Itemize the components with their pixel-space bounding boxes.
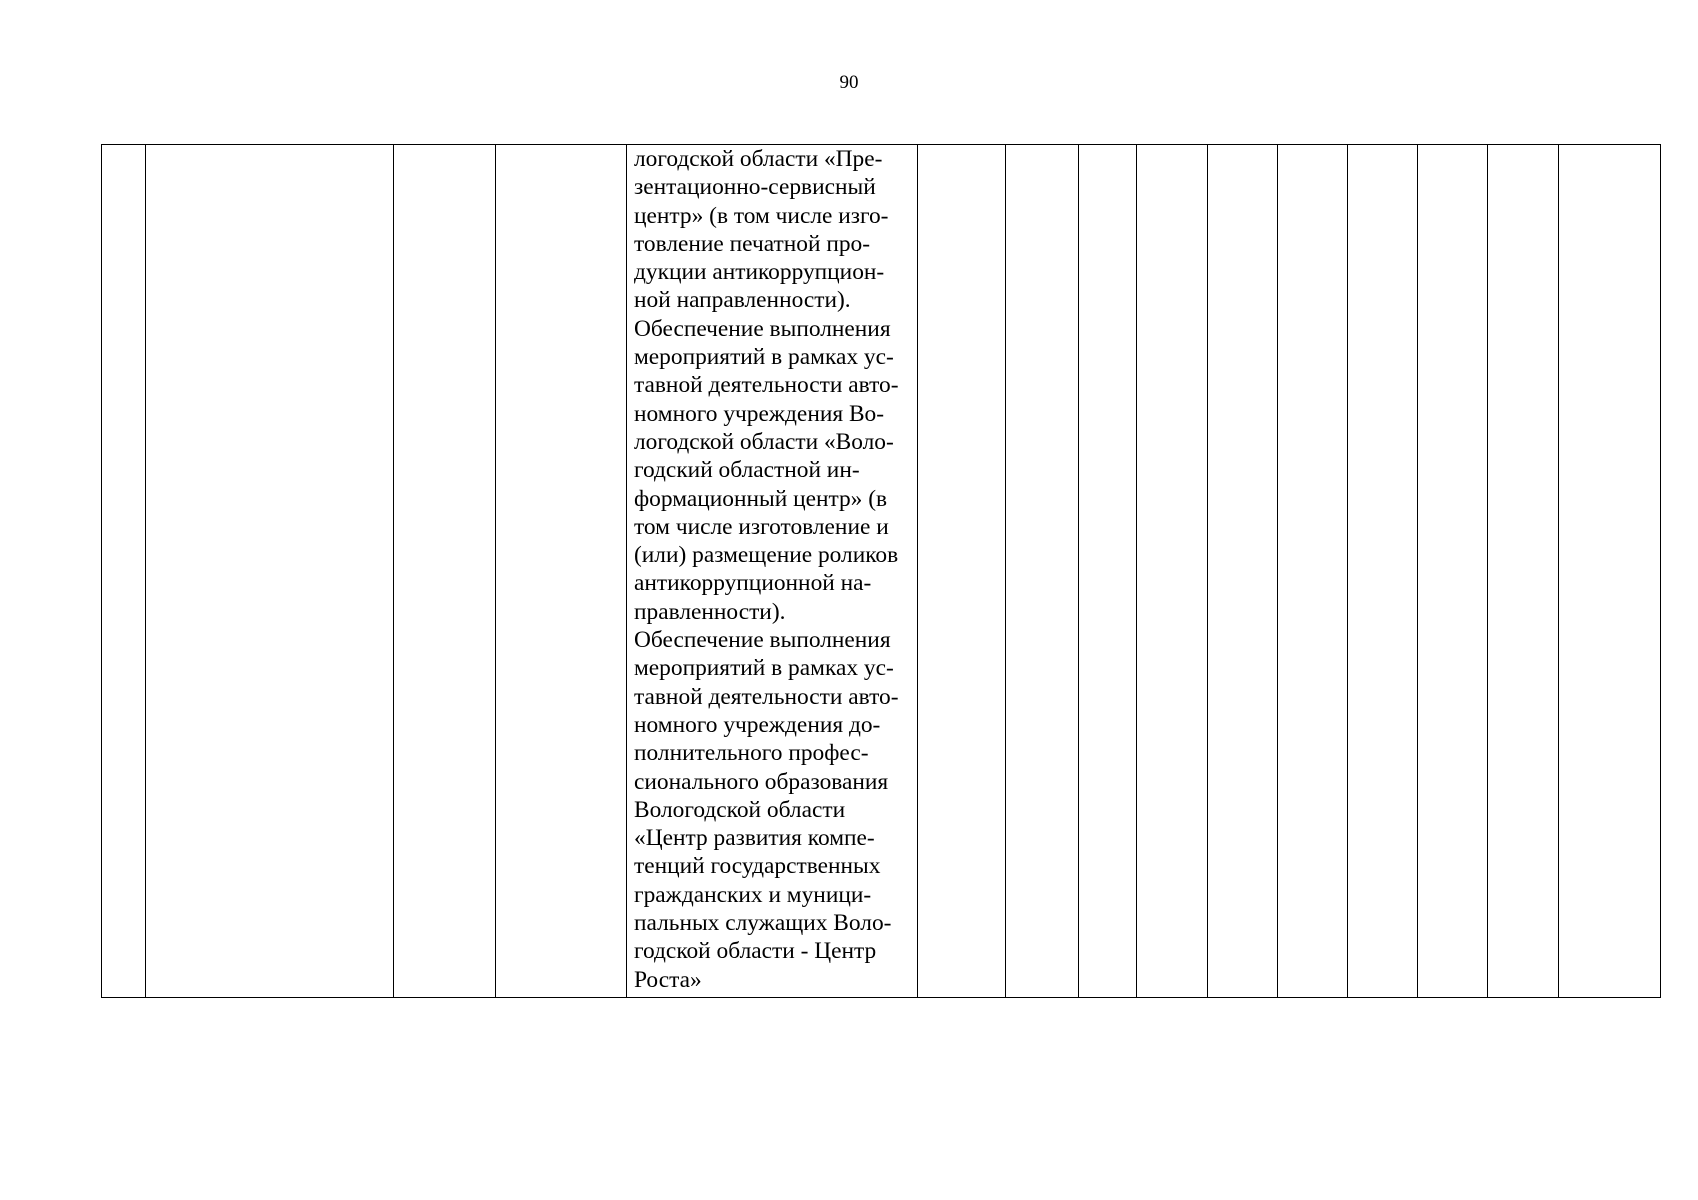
table-cell-col7 [1006,145,1079,998]
description-line: годский областной ин- [634,457,860,484]
description-line: тавной деятельности авто- [634,683,899,710]
description-line: том числе изготовление и [634,513,889,540]
description-line: антикоррупционной на- [634,570,872,597]
description-line: ной направленности). [634,287,851,314]
description-line: «Центр развития компе- [634,825,875,852]
table-cell-name [146,145,394,998]
description-line: Обеспечение выполнения [634,627,891,654]
description-line: товление печатной про- [634,230,871,257]
description-line: (или) размещение роликов [634,542,899,569]
table-cell-col11 [1278,145,1348,998]
description-line: мероприятий в рамках ус- [634,655,894,682]
table-cell-col9 [1137,145,1208,998]
program-table [101,144,1661,998]
description-line: мероприятий в рамках ус- [634,344,894,371]
description-line: полнительного профес- [634,740,869,767]
table-row [102,145,1661,998]
description-line: тавной деятельности авто- [634,372,899,399]
description-line: тенций государственных [634,853,881,880]
description-line: пальных служащих Воло- [634,910,892,937]
description-line: дукции антикоррупцион- [634,259,885,286]
description-line: Обеспечение выполнения [634,315,891,342]
table-cell-col15 [1559,145,1661,998]
table-cell-col4 [496,145,627,998]
description-line: зентационно-сервисный [634,174,876,201]
description-line: формационный центр» (в [634,485,888,512]
page-number: 90 [839,72,859,93]
description-line: годской области - Центр [634,938,877,965]
description-line: центр» (в том числе изго- [634,202,889,229]
table-cell-number [102,145,146,998]
table-cell-col12 [1348,145,1418,998]
description-line: Роста» [634,966,702,993]
description-line: логодской области «Пре- [634,146,883,172]
description-line: сионального образования [634,768,889,795]
description-line: гражданских и муници- [634,881,872,908]
description-line: Вологодской области [634,796,846,823]
table-cell-col6 [918,145,1006,998]
table-cell-col10 [1208,145,1278,998]
table-cell-col14 [1488,145,1559,998]
table-cell-col3 [394,145,496,998]
description-line: номного учреждения до- [634,711,881,738]
table-cell-description [627,145,918,998]
table-cell-col8 [1079,145,1137,998]
description-line: правленности). [634,598,786,625]
table-cell-col13 [1418,145,1488,998]
description-line: номного учреждения Во- [634,400,885,427]
description-line: логодской области «Воло- [634,428,894,455]
